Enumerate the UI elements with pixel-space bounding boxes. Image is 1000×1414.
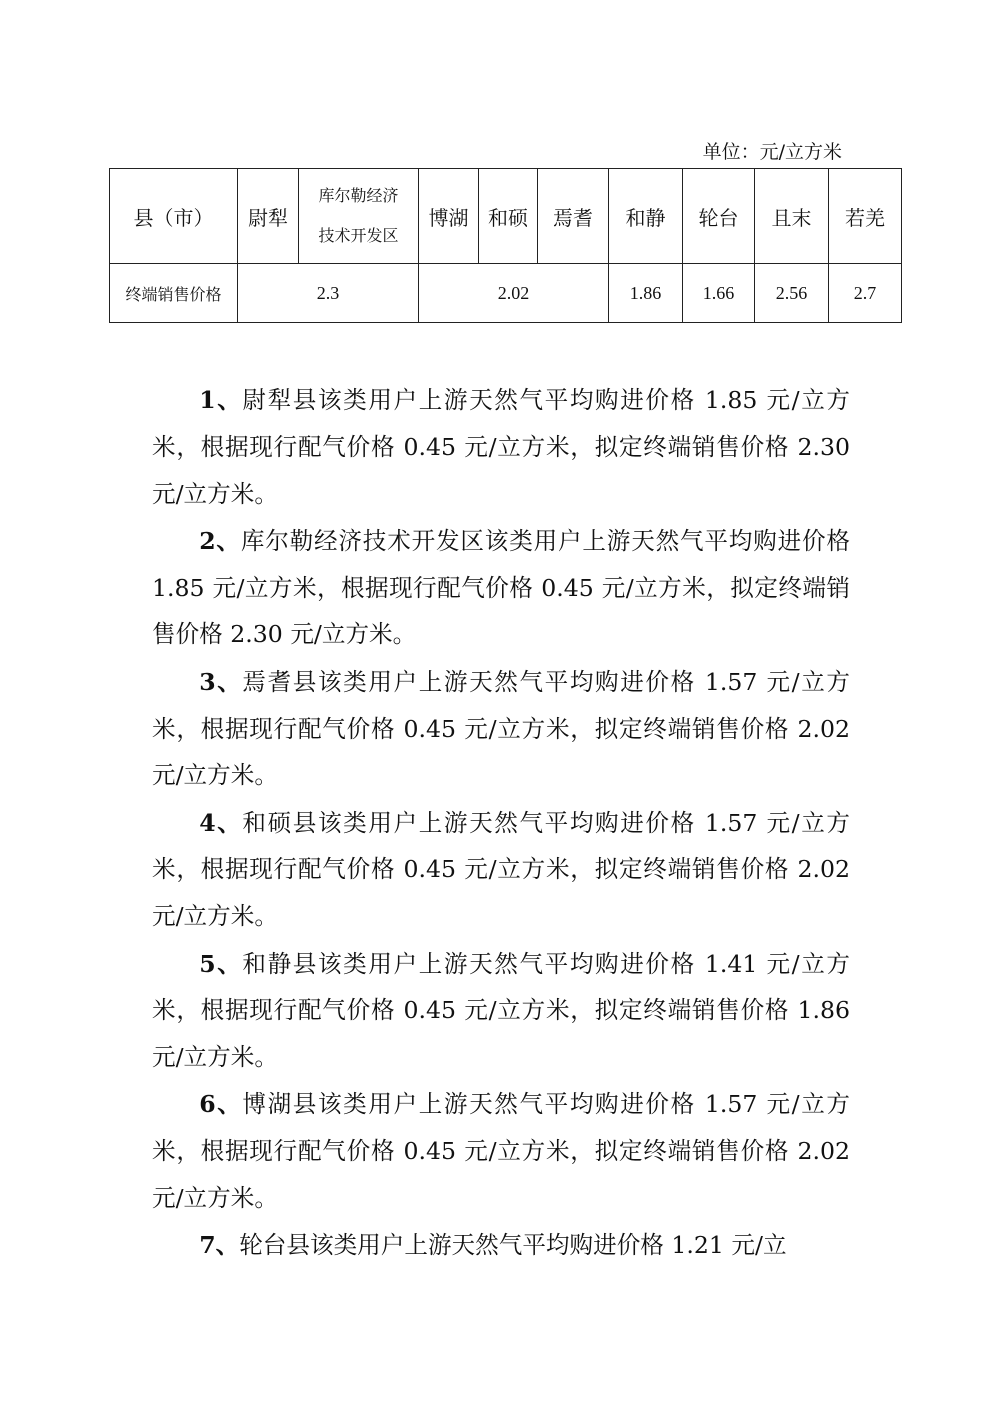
paragraph-number: 1、 [199,386,243,414]
paragraph-number: 7、 [199,1231,240,1260]
body-text [152,377,850,1270]
header-korla-line2: 技术开发区 [318,226,399,245]
paragraph-number: 2、 [199,526,241,555]
table-header-row [110,169,902,264]
paragraph-number: 3、 [199,667,243,696]
paragraph-text: 博湖县该类用户上游天然气平均购进价格 1.57 元/立方米，根据现行配气价格 0.45 元/立方米，拟定终端销售价格 2.02 元/立方米。 [152,1090,850,1213]
paragraph-text: 和硕县该类用户上游天然气平均购进价格 1.57 元/立方米，根据现行配气价格 0.45 元/立方米，拟定终端销售价格 2.02 元/立方米。 [152,808,850,931]
paragraph-number: 5、 [199,949,243,978]
paragraph-5 [152,941,850,1081]
paragraph-text: 焉耆县该类用户上游天然气平均购进价格 1.57 元/立方米，根据现行配气价格 0.45 元/立方米，拟定终端销售价格 2.02 元/立方米。 [152,667,850,790]
unit-label: 单位：元/立方米 [702,141,842,163]
paragraph-2 [152,518,850,658]
row-label: 终端销售价格 [110,264,238,323]
header-county: 县（市） [110,169,238,264]
header-korla [299,169,419,264]
header-bohu: 博湖 [419,169,479,264]
header-yanqi: 焉耆 [538,169,609,264]
cell-qiemo: 2.56 [755,264,829,323]
paragraph-7 [152,1222,850,1269]
cell-luntai: 1.66 [683,264,755,323]
header-ruoqiang: 若羌 [829,169,902,264]
header-qiemo: 且末 [755,169,829,264]
header-yuli: 尉犁 [238,169,299,264]
cell-ruoqiang: 2.7 [829,264,902,323]
paragraph-text: 和静县该类用户上游天然气平均购进价格 1.41 元/立方米，根据现行配气价格 0.45 元/立方米，拟定终端销售价格 1.86 元/立方米。 [152,949,850,1072]
paragraph-text: 尉犁县该类用户上游天然气平均购进价格 1.85 元/立方米，根据现行配气价格 0.45 元/立方米，拟定终端销售价格 2.30 元/立方米。 [152,386,850,508]
paragraph-number: 4、 [199,808,243,837]
table-row [110,264,902,323]
cell-yuli-korla: 2.3 [238,264,419,323]
paragraph-text: 轮台县该类用户上游天然气平均购进价格 1.21 元/立 [239,1231,787,1260]
cell-hejing: 1.86 [609,264,683,323]
paragraph-6 [152,1081,850,1221]
cell-bohu-heshuo-yanqi: 2.02 [419,264,609,323]
header-korla-line1: 库尔勒经济 [318,186,399,205]
paragraph-number: 6、 [199,1090,243,1119]
paragraph-3 [152,659,850,799]
paragraph-1 [152,377,850,517]
header-luntai: 轮台 [683,169,755,264]
price-table [109,168,902,323]
header-heshuo: 和硕 [479,169,538,264]
paragraph-4 [152,800,850,940]
header-hejing: 和静 [609,169,683,264]
paragraph-text: 库尔勒经济技术开发区该类用户上游天然气平均购进价格 1.85 元/立方米，根据现行配气价格 0.45 元/立方米，拟定终端销售价格 2.30 元/立方米。 [152,526,850,649]
